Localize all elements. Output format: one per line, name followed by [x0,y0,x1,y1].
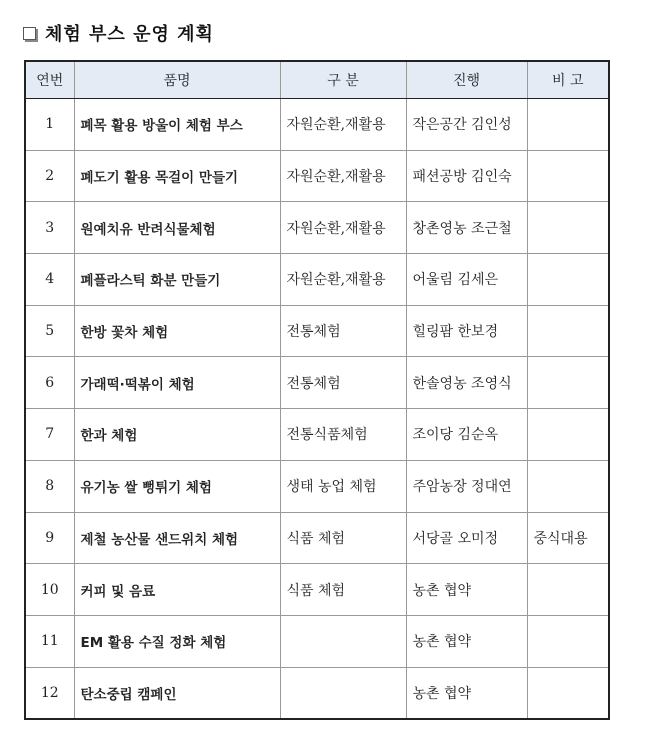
row-number: 11 [25,615,74,667]
category-cell [280,667,406,719]
note-cell [527,460,609,512]
row-number: 2 [25,150,74,202]
header-item: 품명 [74,61,280,99]
note-cell: 중식대용 [527,512,609,564]
progress-cell: 주암농장 정대연 [406,460,527,512]
item-name: 폐목 활용 방울이 체험 부스 [74,99,280,151]
progress-cell: 패션공방 김인숙 [406,150,527,202]
category-cell: 전통체험 [280,305,406,357]
table-row [25,564,609,616]
progress-cell: 힐링팜 한보경 [406,305,527,357]
note-cell [527,615,609,667]
item-name: EM 활용 수질 정화 체험 [74,615,280,667]
category-cell: 전통식품체험 [280,409,406,461]
table-body [25,99,609,720]
table-row [25,615,609,667]
row-number: 10 [25,564,74,616]
note-cell [527,254,609,306]
note-cell [527,357,609,409]
category-cell: 식품 체험 [280,564,406,616]
row-number: 6 [25,357,74,409]
category-cell: 자원순환,재활용 [280,254,406,306]
row-number: 12 [25,667,74,719]
item-name: 폐도기 활용 목걸이 만들기 [74,150,280,202]
table-row [25,357,609,409]
item-name: 원예치유 반려식물체험 [74,202,280,254]
table-row [25,99,609,151]
item-name: 제철 농산물 샌드위치 체험 [74,512,280,564]
progress-cell: 농촌 협약 [406,615,527,667]
table-row [25,254,609,306]
table-row [25,202,609,254]
row-number: 3 [25,202,74,254]
category-cell: 전통체험 [280,357,406,409]
booth-plan-table [24,60,610,720]
row-number: 7 [25,409,74,461]
progress-cell: 창촌영농 조근철 [406,202,527,254]
header-no: 연번 [25,61,74,99]
item-name: 커피 및 음료 [74,564,280,616]
header-progress: 진행 [406,61,527,99]
item-name: 한방 꽃차 체험 [74,305,280,357]
category-cell: 자원순환,재활용 [280,150,406,202]
category-cell: 식품 체험 [280,512,406,564]
category-cell: 자원순환,재활용 [280,99,406,151]
note-cell [527,305,609,357]
category-cell: 자원순환,재활용 [280,202,406,254]
item-name: 한과 체험 [74,409,280,461]
progress-cell: 작은공간 김인성 [406,99,527,151]
table-row [25,409,609,461]
note-cell [527,202,609,254]
item-name: 가래떡·떡볶이 체험 [74,357,280,409]
item-name: 탄소중립 캠페인 [74,667,280,719]
table-row [25,512,609,564]
item-name: 폐플라스틱 화분 만들기 [74,254,280,306]
table-header-row [25,61,609,99]
table-row [25,305,609,357]
row-number: 4 [25,254,74,306]
category-cell [280,615,406,667]
table-row [25,460,609,512]
progress-cell: 조이당 김순옥 [406,409,527,461]
item-name: 유기농 쌀 뻥튀기 체험 [74,460,280,512]
header-category: 구 분 [280,61,406,99]
progress-cell: 농촌 협약 [406,564,527,616]
checkbox-icon [23,27,36,40]
row-number: 1 [25,99,74,151]
progress-cell: 어울림 김세은 [406,254,527,306]
note-cell [527,667,609,719]
note-cell [527,409,609,461]
table-row [25,667,609,719]
note-cell [527,99,609,151]
section-title-row [23,20,214,46]
header-note: 비 고 [527,61,609,99]
table-row [25,150,609,202]
page-title: 체험 부스 운영 계획 [45,24,214,45]
row-number: 9 [25,512,74,564]
progress-cell: 서당골 오미정 [406,512,527,564]
row-number: 5 [25,305,74,357]
row-number: 8 [25,460,74,512]
note-cell [527,564,609,616]
progress-cell: 농촌 협약 [406,667,527,719]
note-cell [527,150,609,202]
category-cell: 생태 농업 체험 [280,460,406,512]
progress-cell: 한솔영농 조영식 [406,357,527,409]
